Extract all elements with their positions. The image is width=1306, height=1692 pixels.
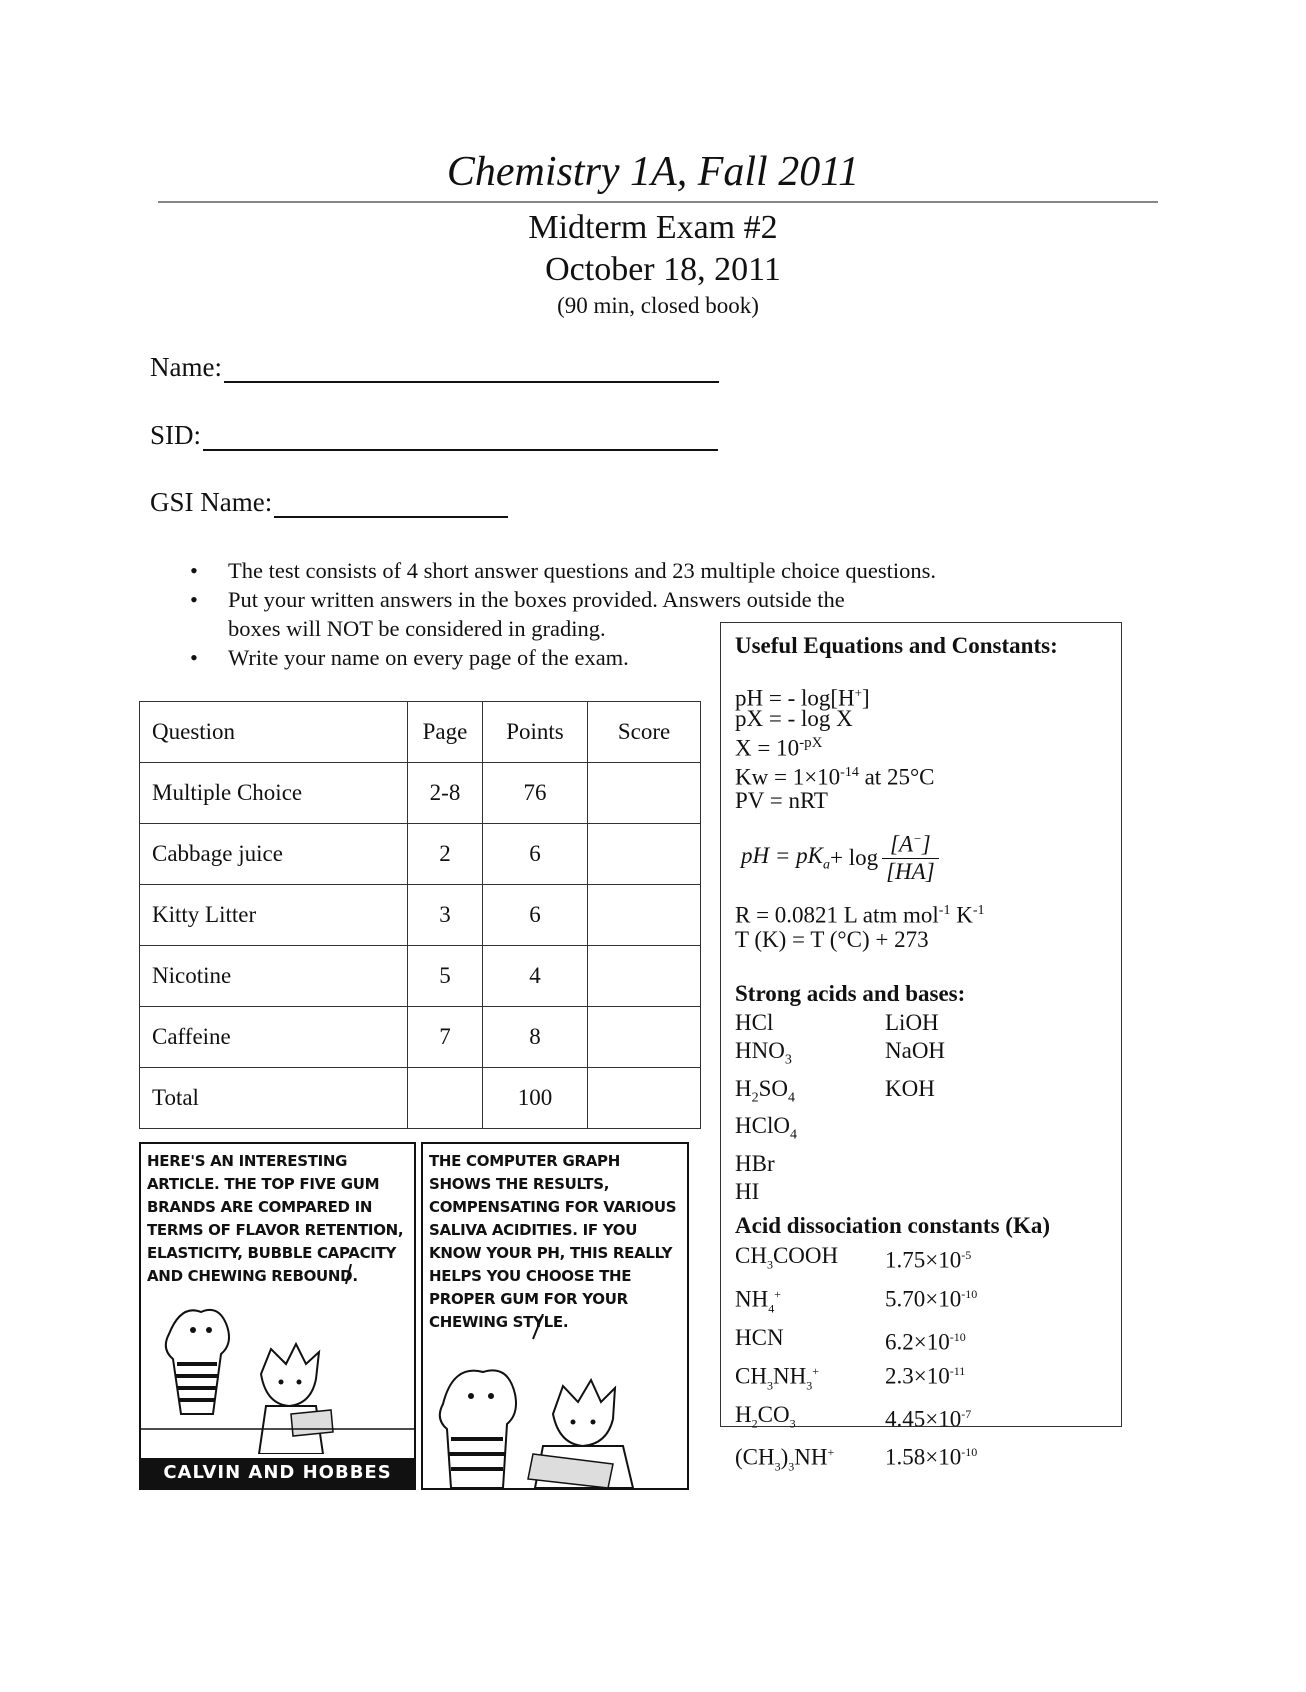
sid-blank[interactable] xyxy=(203,421,718,451)
cell-score[interactable] xyxy=(588,885,701,946)
sid-label: SID: xyxy=(150,420,202,450)
name-field[interactable] xyxy=(150,352,719,383)
px-equation: pX = - log X xyxy=(735,706,853,731)
cell-points: 8 xyxy=(483,1007,588,1068)
header-score: Score xyxy=(588,702,701,763)
ideal-gas-equation: PV = nRT xyxy=(735,788,828,813)
cell-page: 3 xyxy=(408,885,483,946)
name-label: Name: xyxy=(150,352,222,382)
cell-score[interactable] xyxy=(588,824,701,885)
comic-panel-1 xyxy=(139,1142,416,1490)
exam-subtitle: Midterm Exam #2 xyxy=(528,209,778,246)
cell-points: 4 xyxy=(483,946,588,1007)
temperature-conversion: T (K) = T (°C) + 273 xyxy=(735,927,929,952)
cell-points: 76 xyxy=(483,763,588,824)
cell-question: Total xyxy=(140,1068,408,1129)
calvin-hobbes-illustration-1 xyxy=(141,1264,414,1454)
strong-acids-list: HCl LiOH $HNO_3$ NaOH $H_2SO_4$ KOH HClO$_4$ HBr HI xyxy=(735,1010,946,1204)
table-row xyxy=(140,946,701,1007)
x-equation: $X = 10^{-pX}$ xyxy=(735,735,823,761)
comic-caption: CALVIN AND HOBBES xyxy=(141,1458,414,1488)
table-row xyxy=(140,885,701,946)
cell-score[interactable] xyxy=(588,1068,701,1129)
table-row xyxy=(140,763,701,824)
instruction-item: • Put your written answers in the boxes provided. Answers outside the boxes will NOT be considered in grading. xyxy=(190,585,888,643)
gsi-blank[interactable] xyxy=(274,488,508,518)
henderson-hasselbalch-equation: pH = $pK_a$ + log [A−] [HA] xyxy=(741,831,939,885)
table-row xyxy=(140,1007,701,1068)
ka-list: $CH_3COOH$ $1.75\times 10^{-5}$ $NH_4^+$ $5.70\times 10^{-10}$ HCN $6.2\times 10^{-10}$ $CH_3NH_3^+$ $2.3\times 10^{-11}$ $H_2CO_3$ $4.45\times 10^{-7}$ $(CH_3)_3NH^+$ $1.58\times 10^{-10}$ xyxy=(735,1243,978,1474)
gsi-name-field[interactable] xyxy=(150,487,508,518)
equations-box xyxy=(720,622,1122,1474)
header-page: Page xyxy=(408,702,483,763)
kw-equation: $Kw = 1\times 10^{-14}$ at 25°C xyxy=(735,764,935,790)
table-header-row xyxy=(140,702,701,763)
table-row xyxy=(140,1068,701,1129)
title-divider xyxy=(158,201,1158,203)
ka-heading: Acid dissociation constants (Ka) xyxy=(735,1213,1050,1238)
cell-page: 2-8 xyxy=(408,763,483,824)
score-table xyxy=(139,701,701,1129)
cell-score[interactable] xyxy=(588,946,701,1007)
ph-equation: pH = - log[H+] xyxy=(735,685,870,711)
equations-heading: Useful Equations and Constants: xyxy=(735,633,1058,658)
table-row xyxy=(140,824,701,885)
cell-page xyxy=(408,1068,483,1129)
cell-page: 2 xyxy=(408,824,483,885)
name-blank[interactable] xyxy=(224,353,719,383)
instruction-item: • Write your name on every page of the exam. xyxy=(190,643,1160,672)
cell-question: Caffeine xyxy=(140,1007,408,1068)
cell-score[interactable] xyxy=(588,763,701,824)
cell-points: 6 xyxy=(483,885,588,946)
cell-question: Cabbage juice xyxy=(140,824,408,885)
cell-score[interactable] xyxy=(588,1007,701,1068)
calvin-hobbes-illustration-2 xyxy=(423,1314,687,1488)
exam-date: October 18, 2011 xyxy=(545,251,781,288)
cell-points: 100 xyxy=(483,1068,588,1129)
cell-question: Kitty Litter xyxy=(140,885,408,946)
exam-title: Chemistry 1A, Fall 2011 xyxy=(446,149,860,195)
comic-panel-1-text: HERE'S AN INTERESTING ARTICLE. THE TOP FIVE GUM BRANDS ARE COMPARED IN TERMS OF FLAVOR RETENTION, ELASTICITY, BUBBLE CAPACITY AND CHEWING REBOUND. xyxy=(147,1152,404,1285)
cell-page: 7 xyxy=(408,1007,483,1068)
cell-points: 6 xyxy=(483,824,588,885)
gas-constant: R = 0.0821 L atm mol$^{-1}$ $K^{-1}$ xyxy=(735,902,985,928)
header-points: Points xyxy=(483,702,588,763)
instruction-item: • The test consists of 4 short answer questions and 23 multiple choice questions. xyxy=(190,556,1160,585)
sid-field[interactable] xyxy=(150,420,718,451)
comic-panel-2 xyxy=(421,1142,689,1490)
cell-question: Multiple Choice xyxy=(140,763,408,824)
gsi-label: GSI Name: xyxy=(150,487,273,517)
cell-page: 5 xyxy=(408,946,483,1007)
cell-question: Nicotine xyxy=(140,946,408,1007)
comic-panel-2-text: THE COMPUTER GRAPH SHOWS THE RESULTS, COMPENSATING FOR VARIOUS SALIVA ACIDITIES. IF YOU KNOW YOUR PH, THIS REALLY HELPS YOU CHOOSE THE PROPER GUM FOR YOUR CHEWING STYLE. xyxy=(429,1152,677,1331)
exam-duration-note: (90 min, closed book) xyxy=(557,293,759,318)
header-question: Question xyxy=(140,702,408,763)
strong-acids-heading: Strong acids and bases: xyxy=(735,981,966,1006)
